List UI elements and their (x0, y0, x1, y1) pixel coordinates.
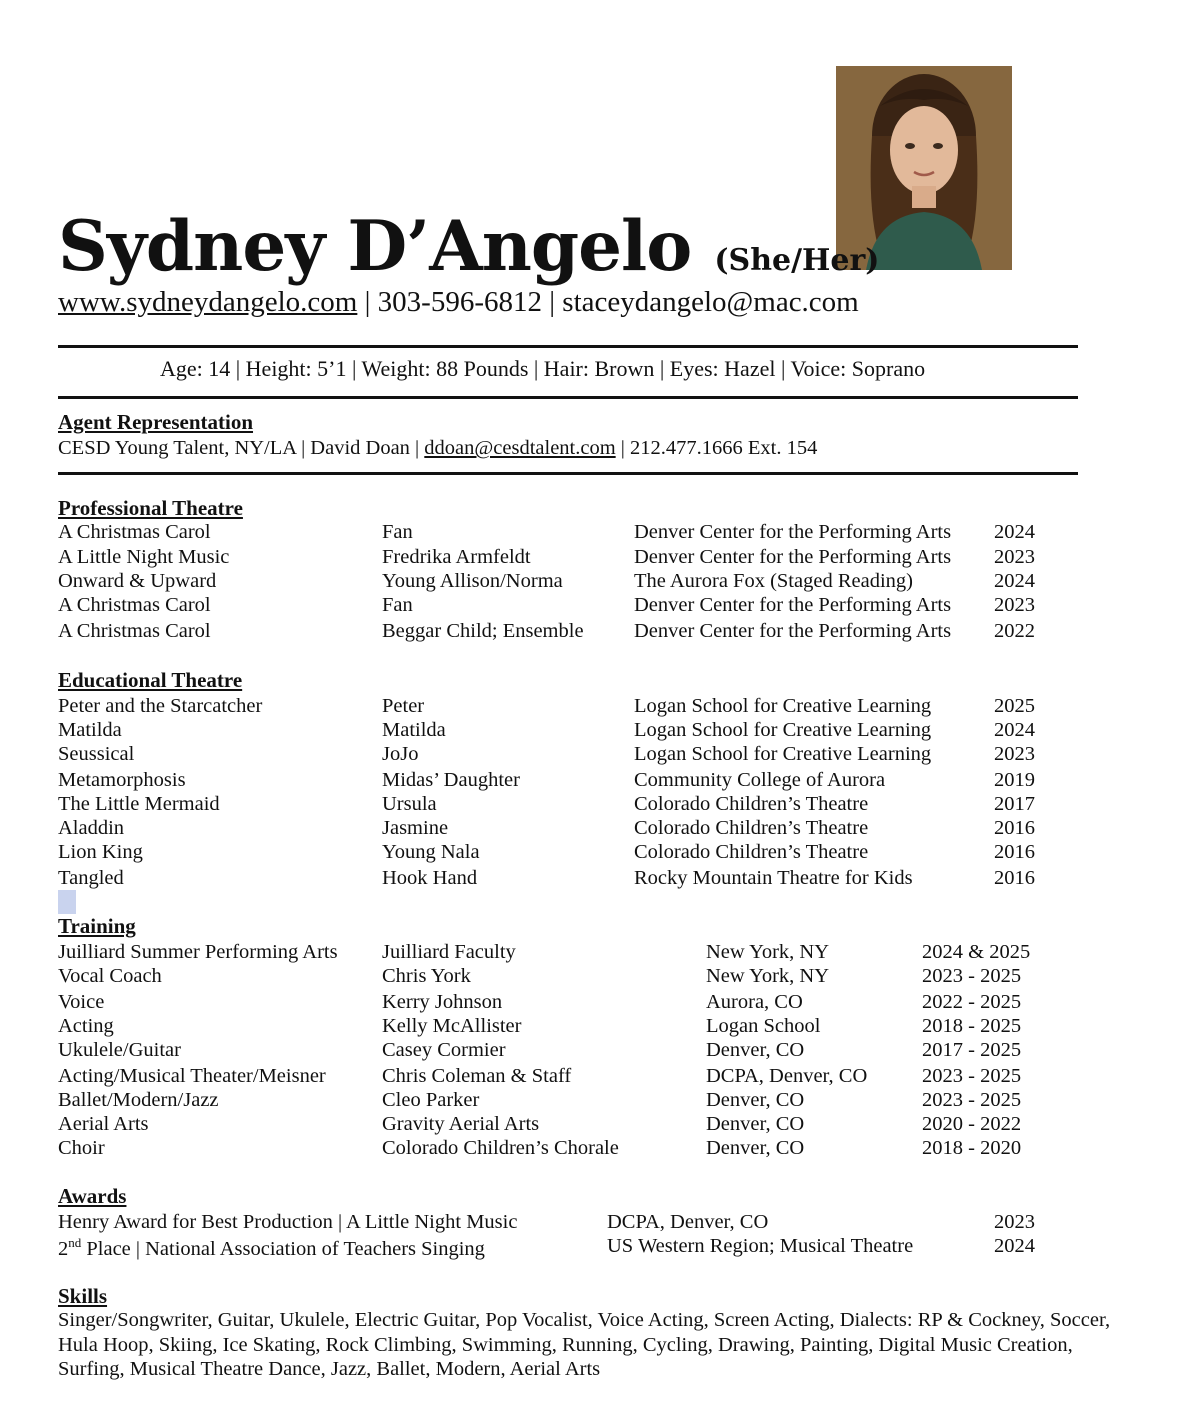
years: 2020 - 2022 (922, 1113, 1022, 1135)
table-row (0, 817, 1192, 841)
year: 2016 (994, 817, 1035, 839)
role: Peter (382, 695, 425, 717)
years: 2023 - 2025 (922, 1065, 1022, 1087)
year: 2024 (994, 521, 1035, 543)
years: 2017 - 2025 (922, 1039, 1022, 1061)
section-title-educational: Educational Theatre (58, 668, 243, 692)
table-row (0, 521, 1192, 545)
location: Denver, CO (706, 1113, 805, 1135)
physical-stats: Age: 14 | Height: 5’1 | Weight: 88 Pounds | Hair: Brown | Eyes: Hazel | Voice: Soprano (160, 356, 926, 381)
agent-phone: | 212.477.1666 Ext. 154 (615, 437, 818, 459)
role: Beggar Child; Ensemble (382, 620, 584, 642)
table-row (0, 841, 1192, 865)
discipline: Juilliard Summer Performing Arts (58, 941, 338, 963)
table-row (0, 570, 1192, 594)
year: 2019 (994, 769, 1035, 791)
table-row (0, 695, 1192, 719)
role: Fan (382, 594, 413, 616)
table-row (0, 1113, 1192, 1137)
location: Denver, CO (706, 1039, 805, 1061)
location: Denver, CO (706, 1089, 805, 1111)
table-row (0, 965, 1192, 989)
venue: The Aurora Fox (Staged Reading) (634, 570, 913, 592)
website-link[interactable]: www.sydneydangelo.com (58, 286, 358, 318)
table-row (0, 769, 1192, 793)
instructor: Chris York (382, 965, 471, 987)
role: Matilda (382, 719, 446, 741)
instructor: Colorado Children’s Chorale (382, 1137, 619, 1159)
show-title: A Little Night Music (58, 546, 230, 568)
location: New York, NY (706, 941, 830, 963)
venue: Denver Center for the Performing Arts (634, 521, 952, 543)
table-row (0, 1211, 1192, 1235)
venue: Denver Center for the Performing Arts (634, 594, 952, 616)
role: Midas’ Daughter (382, 769, 520, 791)
years: 2018 - 2020 (922, 1137, 1022, 1159)
table-row (0, 793, 1192, 817)
venue: Colorado Children’s Theatre (634, 817, 869, 839)
divider (58, 345, 1078, 348)
table-row (0, 719, 1192, 743)
table-row (0, 941, 1192, 965)
years: 2024 & 2025 (922, 941, 1031, 963)
discipline: Acting/Musical Theater/Meisner (58, 1065, 326, 1087)
role: Fredrika Armfeldt (382, 546, 531, 568)
years: 2018 - 2025 (922, 1015, 1022, 1037)
venue: Logan School for Creative Learning (634, 695, 932, 717)
venue: Logan School for Creative Learning (634, 743, 932, 765)
contact-line (58, 286, 859, 319)
contact-email: staceydangelo@mac.com (562, 286, 859, 318)
discipline: Ukulele/Guitar (58, 1039, 181, 1061)
venue: Colorado Children’s Theatre (634, 841, 869, 863)
instructor: Juilliard Faculty (382, 941, 516, 963)
instructor: Kelly McAllister (382, 1015, 522, 1037)
table-row (0, 1065, 1192, 1089)
location: Denver, CO (706, 1137, 805, 1159)
role: Young Allison/Norma (382, 570, 563, 592)
award-org: US Western Region; Musical Theatre (607, 1235, 914, 1257)
show-title: Tangled (58, 867, 124, 889)
venue: Denver Center for the Performing Arts (634, 620, 952, 642)
venue: Logan School for Creative Learning (634, 719, 932, 741)
separator: | (357, 286, 378, 318)
show-title: A Christmas Carol (58, 594, 211, 616)
award-name (58, 1235, 485, 1261)
table-row (0, 1039, 1192, 1063)
discipline: Aerial Arts (58, 1113, 149, 1135)
venue: Colorado Children’s Theatre (634, 793, 869, 815)
year: 2024 (994, 570, 1035, 592)
role: JoJo (382, 743, 419, 765)
section-title-training: Training (58, 914, 136, 938)
table-row (0, 594, 1192, 618)
year: 2023 (994, 743, 1035, 765)
award-org: DCPA, Denver, CO (607, 1211, 769, 1233)
instructor: Kerry Johnson (382, 991, 503, 1013)
section-title-awards: Awards (58, 1184, 127, 1208)
show-title: Matilda (58, 719, 122, 741)
table-row (0, 1235, 1192, 1259)
venue: Denver Center for the Performing Arts (634, 546, 952, 568)
separator: | (541, 286, 563, 318)
agent-agency: CESD Young Talent, NY/LA | David Doan | (58, 437, 425, 459)
show-title: Aladdin (58, 817, 125, 839)
location: Logan School (706, 1015, 821, 1037)
section-title-professional: Professional Theatre (58, 496, 243, 520)
discipline: Choir (58, 1137, 105, 1159)
year: 2022 (994, 620, 1035, 642)
table-row (0, 620, 1192, 644)
year: 2016 (994, 867, 1035, 889)
show-title: Peter and the Starcatcher (58, 695, 263, 717)
role: Jasmine (382, 817, 449, 839)
year: 2023 (994, 546, 1035, 568)
years: 2023 - 2025 (922, 1089, 1022, 1111)
role: Ursula (382, 793, 437, 815)
pronouns: (She/Her) (714, 243, 880, 278)
years: 2023 - 2025 (922, 965, 1022, 987)
text-selection-highlight (58, 890, 76, 914)
year: 2024 (994, 1235, 1035, 1257)
actor-name: Sydney D’Angelo (58, 206, 692, 287)
agent-email-link[interactable]: ddoan@cesdtalent.com (424, 437, 616, 459)
discipline: Acting (58, 1015, 114, 1037)
year: 2016 (994, 841, 1035, 863)
show-title: A Christmas Carol (58, 521, 211, 543)
year: 2017 (994, 793, 1035, 815)
table-row (0, 743, 1192, 767)
page-title (58, 206, 879, 287)
instructor: Cleo Parker (382, 1089, 480, 1111)
discipline: Vocal Coach (58, 965, 162, 987)
role: Hook Hand (382, 867, 478, 889)
table-row (0, 1137, 1192, 1161)
table-row (0, 1015, 1192, 1039)
location: DCPA, Denver, CO (706, 1065, 868, 1087)
show-title: Lion King (58, 841, 143, 863)
years: 2022 - 2025 (922, 991, 1022, 1013)
role: Young Nala (382, 841, 480, 863)
divider (58, 472, 1078, 475)
award-place-suffix: nd (68, 1235, 82, 1250)
divider (58, 396, 1078, 399)
award-place-number: 2 (58, 1237, 69, 1260)
show-title: The Little Mermaid (58, 793, 220, 815)
table-row (0, 991, 1192, 1015)
award-name: Henry Award for Best Production | A Little Night Music (58, 1211, 518, 1233)
year: 2024 (994, 719, 1035, 741)
table-row (0, 1089, 1192, 1113)
table-row (0, 546, 1192, 570)
location: Aurora, CO (706, 991, 803, 1013)
discipline: Voice (58, 991, 105, 1013)
section-title-agent: Agent Representation (58, 410, 254, 434)
year: 2023 (994, 1211, 1035, 1233)
year: 2023 (994, 594, 1035, 616)
phone-number: 303-596-6812 (377, 286, 542, 318)
location: New York, NY (706, 965, 830, 987)
table-row (0, 867, 1192, 891)
show-title: Metamorphosis (58, 769, 186, 791)
show-title: Seussical (58, 743, 135, 765)
show-title: Onward & Upward (58, 570, 217, 592)
instructor: Gravity Aerial Arts (382, 1113, 540, 1135)
discipline: Ballet/Modern/Jazz (58, 1089, 219, 1111)
instructor: Chris Coleman & Staff (382, 1065, 572, 1087)
section-title-skills: Skills (58, 1284, 108, 1308)
skills-text: Singer/Songwriter, Guitar, Ukulele, Electric Guitar, Pop Vocalist, Voice Acting, Screen Acting, Dialects: RP & Cockney, Soccer, Hula Hoop, Skiing, Ice Skating, Rock Climbing, Swimming, Running, Cycling, Drawing, Painting, Digital Music Creation, Surfing, Musical Theatre Dance, Jazz, Ballet, Modern, Aerial Arts (58, 1309, 1111, 1380)
show-title: A Christmas Carol (58, 620, 211, 642)
venue: Community College of Aurora (634, 769, 886, 791)
agent-line (58, 437, 817, 460)
instructor: Casey Cormier (382, 1039, 506, 1061)
venue: Rocky Mountain Theatre for Kids (634, 867, 913, 889)
role: Fan (382, 521, 413, 543)
award-name-rest: Place | National Association of Teachers Singing (81, 1237, 485, 1260)
year: 2025 (994, 695, 1035, 717)
